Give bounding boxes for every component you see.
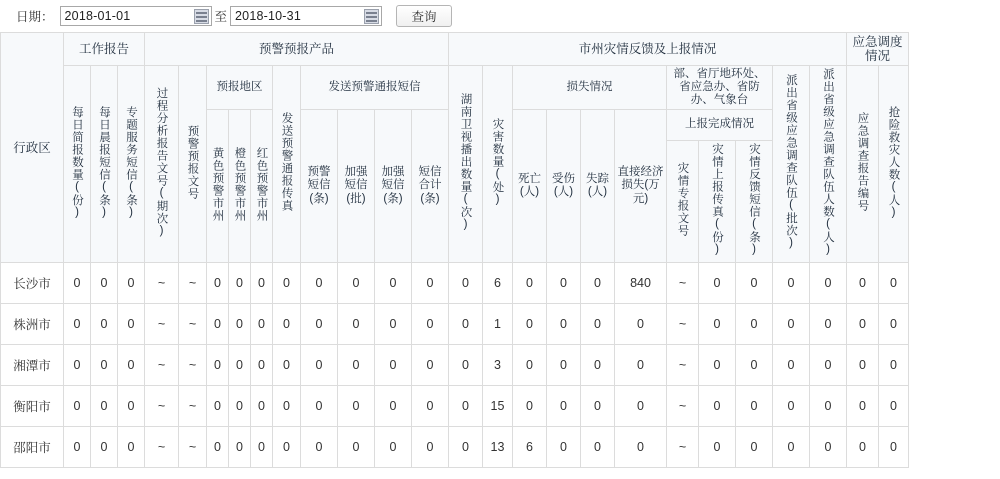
cell-value: 0 [273, 345, 301, 386]
column-header-dispatch-team-persons: 派出省级应急调查队伍人数(人) [810, 66, 847, 263]
column-header-rescue-persons: 抢险救灾人数(人) [879, 66, 909, 263]
cell-value: ~ [179, 386, 207, 427]
column-header-emergency-report-no: 应急调查报告编号 [847, 66, 879, 263]
end-date-input[interactable] [230, 6, 382, 26]
cell-value: ~ [145, 345, 179, 386]
cell-value: 0 [118, 427, 145, 468]
cell-value: 0 [375, 263, 412, 304]
cell-value: 0 [581, 263, 615, 304]
column-header-daily-morning-sms: 每日晨报短信(条) [91, 66, 118, 263]
cell-value: 0 [810, 427, 847, 468]
cell-value: ~ [145, 427, 179, 468]
cell-value: 0 [847, 304, 879, 345]
subgroup-header-forecast-area: 预报地区 [207, 66, 273, 110]
cell-value: 0 [251, 304, 273, 345]
column-header-daily-brief: 每日简报数量(份) [64, 66, 91, 263]
column-header-orange-warning-city: 橙色预警市州 [229, 109, 251, 263]
calendar-icon[interactable] [364, 9, 379, 24]
cell-value: 0 [338, 263, 375, 304]
cell-value: 0 [847, 345, 879, 386]
column-header-deaths: 死亡(人) [513, 109, 547, 263]
cell-value: 0 [91, 386, 118, 427]
cell-value: 0 [251, 386, 273, 427]
cell-value: 0 [699, 386, 736, 427]
cell-value: 3 [483, 345, 513, 386]
cell-value: 0 [229, 345, 251, 386]
cell-value: 0 [64, 304, 91, 345]
cell-value: 0 [449, 304, 483, 345]
cell-value: 0 [513, 263, 547, 304]
cell-value: 0 [699, 304, 736, 345]
cell-value: 0 [338, 304, 375, 345]
column-header-reinforce-sms-batch: 加强短信(批) [338, 109, 375, 263]
cell-value: 0 [879, 304, 909, 345]
cell-value: 0 [207, 427, 229, 468]
cell-value: 0 [699, 345, 736, 386]
cell-value: 0 [338, 345, 375, 386]
cell-value: 0 [879, 345, 909, 386]
cell-value: ~ [667, 304, 699, 345]
column-header-disaster-report-no: 灾情专报文号 [667, 141, 699, 263]
cell-value: 0 [810, 263, 847, 304]
cell-value: 0 [412, 263, 449, 304]
cell-value: 0 [581, 345, 615, 386]
cell-value: 0 [773, 386, 810, 427]
cell-value: 0 [513, 304, 547, 345]
cell-value: 0 [91, 427, 118, 468]
cell-value: 0 [810, 386, 847, 427]
table-subgroup-row [1, 66, 909, 110]
cell-value: 0 [118, 386, 145, 427]
column-header-topic-service-sms: 专题服务短信(条) [118, 66, 145, 263]
table-group-row [1, 33, 909, 66]
cell-value: 0 [207, 345, 229, 386]
cell-value: 6 [483, 263, 513, 304]
cell-value: ~ [145, 263, 179, 304]
cell-value: 0 [581, 427, 615, 468]
cell-value: 0 [301, 304, 338, 345]
cell-value: 0 [773, 263, 810, 304]
column-header-warning-sms: 预警短信(条) [301, 109, 338, 263]
date-label: 日期： [16, 10, 54, 24]
cell-value: 0 [64, 263, 91, 304]
cell-value: 6 [513, 427, 547, 468]
cell-value: ~ [179, 345, 207, 386]
cell-value: ~ [145, 304, 179, 345]
cell-value: 0 [513, 386, 547, 427]
column-header-reinforce-sms-count: 加强短信(条) [375, 109, 412, 263]
cell-value: 0 [273, 386, 301, 427]
column-header-region: 行政区 [1, 33, 64, 263]
cell-region: 长沙市 [1, 263, 64, 304]
cell-value: 0 [412, 386, 449, 427]
cell-value: 0 [513, 345, 547, 386]
cell-value: 0 [449, 345, 483, 386]
cell-value: 0 [251, 427, 273, 468]
cell-value: ~ [179, 427, 207, 468]
cell-value: 0 [547, 304, 581, 345]
cell-value: 0 [301, 345, 338, 386]
cell-value: 0 [699, 263, 736, 304]
column-header-injuries: 受伤(人) [547, 109, 581, 263]
cell-value: 0 [736, 427, 773, 468]
cell-value: ~ [179, 263, 207, 304]
table-row[interactable] [1, 386, 909, 427]
cell-value: 1 [483, 304, 513, 345]
column-header-red-warning-city: 红色预警市州 [251, 109, 273, 263]
cell-value: 0 [773, 304, 810, 345]
cell-region: 邵阳市 [1, 427, 64, 468]
group-header-disaster-feedback: 市州灾情反馈及上报情况 [449, 33, 847, 66]
end-date-value: 2018-10-31 [235, 9, 301, 23]
column-header-missing: 失踪(人) [581, 109, 615, 263]
cell-value: 0 [547, 427, 581, 468]
cell-value: 0 [251, 263, 273, 304]
cell-value: 0 [547, 386, 581, 427]
cell-value: 0 [273, 427, 301, 468]
subgroup-header-report-completion: 上报完成情况 [667, 109, 773, 140]
column-header-send-warning-fax: 发送预警通报传真 [273, 66, 301, 263]
group-header-work-report: 工作报告 [64, 33, 145, 66]
cell-value: 0 [273, 263, 301, 304]
cell-value: 0 [412, 304, 449, 345]
cell-value: 0 [736, 263, 773, 304]
cell-value: 0 [879, 427, 909, 468]
cell-value: 0 [207, 304, 229, 345]
cell-value: ~ [667, 427, 699, 468]
cell-region: 湘潭市 [1, 345, 64, 386]
cell-value: 0 [229, 386, 251, 427]
cell-value: 0 [229, 427, 251, 468]
cell-value: 840 [615, 263, 667, 304]
cell-value: 15 [483, 386, 513, 427]
cell-value: 0 [847, 427, 879, 468]
cell-value: 0 [879, 263, 909, 304]
cell-value: 0 [207, 386, 229, 427]
column-header-direct-economic-loss: 直接经济损失(万元) [615, 109, 667, 263]
cell-value: ~ [667, 345, 699, 386]
cell-value: 0 [118, 345, 145, 386]
cell-value: 0 [615, 386, 667, 427]
cell-value: 0 [615, 304, 667, 345]
query-button[interactable]: 查询 [396, 5, 452, 27]
column-header-warning-forecast-no: 预警预报文号 [179, 66, 207, 263]
column-header-process-analysis-report-no: 过程分析报告文号(期次) [145, 66, 179, 263]
cell-value: 0 [273, 304, 301, 345]
cell-value: ~ [179, 304, 207, 345]
cell-value: 0 [251, 345, 273, 386]
table-row[interactable] [1, 304, 909, 345]
cell-value: 0 [412, 345, 449, 386]
cell-value: 0 [736, 386, 773, 427]
cell-value: 0 [547, 345, 581, 386]
start-date-input[interactable] [60, 6, 212, 26]
date-range-separator: 至 [214, 10, 228, 24]
cell-value: 13 [483, 427, 513, 468]
cell-value: 0 [736, 345, 773, 386]
cell-value: 0 [879, 386, 909, 427]
cell-value: 0 [64, 427, 91, 468]
cell-value: 0 [375, 386, 412, 427]
start-date-value: 2018-01-01 [64, 9, 131, 23]
cell-value: 0 [773, 345, 810, 386]
cell-value: ~ [667, 386, 699, 427]
cell-value: 0 [375, 345, 412, 386]
cell-value: 0 [91, 304, 118, 345]
cell-value: 0 [773, 427, 810, 468]
cell-value: 0 [412, 427, 449, 468]
table-row[interactable] [1, 345, 909, 386]
cell-value: 0 [810, 304, 847, 345]
report-table-container[interactable] [0, 32, 1000, 479]
subgroup-header-report-completion-dept: 部、省厅地环处、省应急办、省防办、气象台 [667, 66, 773, 110]
group-header-emergency-dispatch: 应急调度情况 [847, 33, 909, 66]
subgroup-header-loss-situation: 损失情况 [513, 66, 667, 110]
cell-value: 0 [118, 263, 145, 304]
cell-value: 0 [847, 263, 879, 304]
cell-value: 0 [581, 304, 615, 345]
column-header-disaster-report-fax: 灾情上报传真(份) [699, 141, 736, 263]
column-header-disaster-feedback-sms: 灾情反馈短信(条) [736, 141, 773, 263]
table-row[interactable] [1, 263, 909, 304]
column-header-yellow-warning-city: 黄色预警市州 [207, 109, 229, 263]
table-body [1, 263, 909, 468]
cell-value: 0 [375, 304, 412, 345]
cell-value: 0 [581, 386, 615, 427]
column-header-dispatch-team-batches: 派出省级应急调查队伍(批次) [773, 66, 810, 263]
cell-region: 株洲市 [1, 304, 64, 345]
cell-value: 0 [736, 304, 773, 345]
cell-value: 0 [615, 427, 667, 468]
cell-value: 0 [449, 427, 483, 468]
cell-value: 0 [229, 263, 251, 304]
cell-value: 0 [91, 345, 118, 386]
cell-value: 0 [449, 263, 483, 304]
cell-value: 0 [301, 263, 338, 304]
cell-value: 0 [301, 427, 338, 468]
query-toolbar [0, 0, 1000, 32]
cell-value: 0 [449, 386, 483, 427]
column-header-hunan-tv-broadcast: 湖南卫视播出数量(次) [449, 66, 483, 263]
cell-value: 0 [64, 345, 91, 386]
cell-value: 0 [301, 386, 338, 427]
cell-value: 0 [615, 345, 667, 386]
subgroup-header-send-warning-sms: 发送预警通报短信 [301, 66, 449, 110]
group-header-warning-products: 预警预报产品 [145, 33, 449, 66]
cell-value: 0 [118, 304, 145, 345]
cell-value: ~ [145, 386, 179, 427]
cell-value: ~ [667, 263, 699, 304]
column-header-sms-total: 短信合计(条) [412, 109, 449, 263]
cell-value: 0 [375, 427, 412, 468]
cell-value: 0 [810, 345, 847, 386]
table-row[interactable] [1, 427, 909, 468]
calendar-icon[interactable] [194, 9, 209, 24]
report-table [0, 32, 909, 468]
cell-value: 0 [91, 263, 118, 304]
cell-value: 0 [338, 427, 375, 468]
cell-value: 0 [338, 386, 375, 427]
cell-region: 衡阳市 [1, 386, 64, 427]
cell-value: 0 [229, 304, 251, 345]
cell-value: 0 [847, 386, 879, 427]
column-header-disaster-count: 灾害数量(处) [483, 66, 513, 263]
cell-value: 0 [64, 386, 91, 427]
cell-value: 0 [547, 263, 581, 304]
cell-value: 0 [207, 263, 229, 304]
cell-value: 0 [699, 427, 736, 468]
